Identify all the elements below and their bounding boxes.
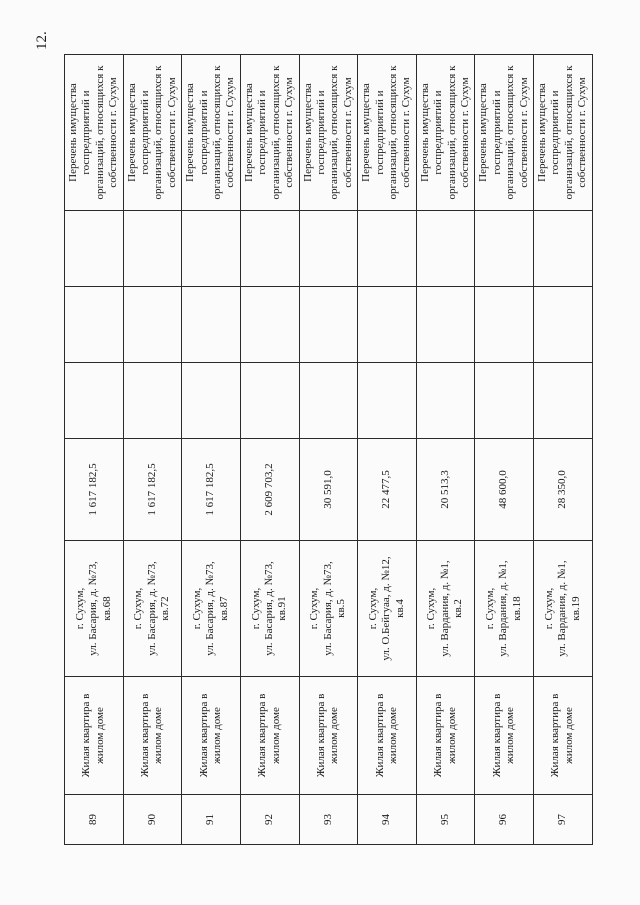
table-body	[65, 55, 593, 845]
desc-line: собственности г. Сухум	[576, 77, 589, 188]
address-line: кв.18	[510, 596, 523, 621]
type-line: Жилая квартира в	[256, 693, 269, 778]
table-row	[299, 55, 358, 845]
empty-cell	[358, 363, 417, 439]
rotated-table-container	[64, 55, 592, 845]
desc-line: организаций, относящихся к	[269, 65, 282, 200]
type-line: Жилая квартира в	[139, 693, 152, 778]
desc-line: Перечень имущества	[184, 83, 197, 182]
value-cell: 48 600,0	[475, 439, 534, 541]
row-number-cell: 97	[534, 795, 593, 845]
desc-line: организаций, относящихся к	[562, 65, 575, 200]
empty-cell	[65, 287, 124, 363]
property-type-cell	[123, 677, 182, 795]
type-line: жилом доме	[504, 707, 517, 764]
desc-line: собственности г. Сухум	[400, 77, 413, 188]
type-line: жилом доме	[93, 707, 106, 764]
type-line: Жилая квартира в	[549, 693, 562, 778]
description-cell	[416, 55, 475, 211]
empty-cell	[358, 287, 417, 363]
value-cell: 1 617 182,5	[123, 439, 182, 541]
address-line: г. Сухум,	[73, 587, 86, 630]
table-row	[182, 55, 241, 845]
row-number-cell: 92	[240, 795, 299, 845]
desc-line: Перечень имущества	[67, 83, 79, 182]
description-cell	[299, 55, 358, 211]
empty-cell	[534, 211, 593, 287]
empty-cell	[475, 287, 534, 363]
table-row	[65, 55, 124, 845]
desc-line: организаций, относящихся к	[504, 65, 517, 200]
address-cell	[534, 541, 593, 677]
desc-line: госпредприятий и	[549, 90, 562, 175]
desc-line: собственности г. Сухум	[517, 77, 530, 188]
table-row	[416, 55, 475, 845]
desc-line: собственности г. Сухум	[458, 77, 471, 188]
description-cell	[358, 55, 417, 211]
property-type-cell	[416, 677, 475, 795]
desc-line: организаций, относящихся к	[93, 65, 106, 200]
empty-cell	[475, 363, 534, 439]
desc-line: организаций, относящихся к	[445, 65, 458, 200]
empty-cell	[475, 211, 534, 287]
type-line: жилом доме	[152, 707, 165, 764]
desc-line: организаций, относящихся к	[328, 65, 341, 200]
row-number-cell: 95	[416, 795, 475, 845]
property-type-cell	[358, 677, 417, 795]
empty-cell	[182, 363, 241, 439]
address-line: ул. Вардания, д. №1,	[556, 560, 569, 657]
address-line: кв.72	[159, 596, 172, 621]
address-line: кв.4	[393, 599, 406, 618]
desc-line: организаций, относящихся к	[386, 65, 399, 200]
table-row	[240, 55, 299, 845]
empty-cell	[416, 211, 475, 287]
address-cell	[475, 541, 534, 677]
desc-line: Перечень имущества	[477, 83, 490, 182]
address-cell	[358, 541, 417, 677]
row-number-cell: 90	[123, 795, 182, 845]
value-cell: 1 617 182,5	[65, 439, 124, 541]
address-line: кв.2	[452, 599, 465, 618]
empty-cell	[123, 287, 182, 363]
empty-cell	[123, 363, 182, 439]
address-line: ул. О.Бейгуаа, д. №12,	[380, 556, 393, 661]
desc-line: госпредприятий и	[256, 90, 269, 175]
value-cell: 2 609 703,2	[240, 439, 299, 541]
address-line: ул. Басария, д. №73,	[145, 561, 158, 656]
desc-line: Перечень имущества	[536, 83, 548, 182]
desc-line: Перечень имущества	[418, 83, 431, 182]
address-line: г. Сухум,	[366, 587, 379, 630]
address-line: кв.5	[335, 599, 348, 618]
type-line: жилом доме	[562, 707, 575, 764]
address-line: ул. Басария, д. №73,	[87, 561, 100, 656]
type-line: Жилая квартира в	[314, 693, 327, 778]
address-line: ул. Вардания, д. №1,	[497, 560, 510, 657]
description-cell	[534, 55, 593, 211]
desc-line: собственности г. Сухум	[341, 77, 354, 188]
value-cell: 1 617 182,5	[182, 439, 241, 541]
row-number-cell: 96	[475, 795, 534, 845]
type-line: жилом доме	[445, 707, 458, 764]
row-number-cell: 93	[299, 795, 358, 845]
desc-line: госпредприятий и	[490, 90, 503, 175]
address-line: г. Сухум,	[190, 587, 203, 630]
address-line: г. Сухум,	[425, 587, 438, 630]
address-line: г. Сухум,	[249, 587, 262, 630]
type-line: Жилая квартира в	[373, 693, 386, 778]
empty-cell	[65, 363, 124, 439]
address-line: г. Сухум,	[484, 587, 497, 630]
description-cell	[65, 55, 124, 211]
property-type-cell	[240, 677, 299, 795]
property-type-cell	[534, 677, 593, 795]
empty-cell	[240, 363, 299, 439]
property-type-cell	[475, 677, 534, 795]
desc-line: госпредприятий и	[80, 90, 93, 175]
address-line: кв.68	[100, 596, 113, 621]
empty-cell	[182, 211, 241, 287]
type-line: жилом доме	[328, 707, 341, 764]
desc-line: собственности г. Сухум	[107, 77, 120, 188]
table-row	[475, 55, 534, 845]
property-type-cell	[65, 677, 124, 795]
address-line: ул. Басария, д. №73,	[262, 561, 275, 656]
property-table	[64, 54, 593, 845]
empty-cell	[240, 287, 299, 363]
empty-cell	[358, 211, 417, 287]
address-cell	[65, 541, 124, 677]
type-line: Жилая квартира в	[432, 693, 445, 778]
desc-line: Перечень имущества	[125, 83, 138, 182]
desc-line: Перечень имущества	[242, 83, 255, 182]
empty-cell	[299, 211, 358, 287]
empty-cell	[182, 287, 241, 363]
empty-cell	[534, 287, 593, 363]
desc-line: госпредприятий и	[432, 90, 445, 175]
page-number: 12.	[34, 31, 50, 50]
desc-line: собственности г. Сухум	[165, 77, 178, 188]
desc-line: Перечень имущества	[360, 83, 373, 182]
table-row	[358, 55, 417, 845]
desc-line: собственности г. Сухум	[283, 77, 296, 188]
empty-cell	[299, 287, 358, 363]
address-line: ул. Басария, д. №73,	[204, 561, 217, 656]
type-line: жилом доме	[386, 707, 399, 764]
row-number-cell: 89	[65, 795, 124, 845]
type-line: Жилая квартира в	[490, 693, 503, 778]
address-cell	[123, 541, 182, 677]
empty-cell	[240, 211, 299, 287]
description-cell	[123, 55, 182, 211]
description-cell	[182, 55, 241, 211]
row-number-cell: 94	[358, 795, 417, 845]
address-cell	[240, 541, 299, 677]
address-line: кв.91	[276, 596, 289, 621]
address-line: г. Сухум,	[308, 587, 321, 630]
address-cell	[299, 541, 358, 677]
address-line: кв.87	[217, 596, 230, 621]
type-line: Жилая квартира в	[80, 693, 93, 778]
table-row	[123, 55, 182, 845]
value-cell: 22 477,5	[358, 439, 417, 541]
type-line: Жилая квартира в	[197, 693, 210, 778]
value-cell: 30 591,0	[299, 439, 358, 541]
address-line: ул. Вардания, д. №1,	[438, 560, 451, 657]
type-line: жилом доме	[211, 707, 224, 764]
empty-cell	[416, 287, 475, 363]
row-number-cell: 91	[182, 795, 241, 845]
desc-line: Перечень имущества	[301, 83, 314, 182]
table-row	[534, 55, 593, 845]
description-cell	[240, 55, 299, 211]
desc-line: госпредприятий и	[197, 90, 210, 175]
desc-line: госпредприятий и	[314, 90, 327, 175]
address-line: г. Сухум,	[542, 587, 555, 630]
description-cell	[475, 55, 534, 211]
desc-line: организаций, относящихся к	[152, 65, 165, 200]
property-type-cell	[299, 677, 358, 795]
empty-cell	[416, 363, 475, 439]
address-cell	[182, 541, 241, 677]
empty-cell	[65, 211, 124, 287]
address-cell	[416, 541, 475, 677]
value-cell: 20 513,3	[416, 439, 475, 541]
desc-line: организаций, относящихся к	[211, 65, 224, 200]
address-line: кв.19	[569, 596, 582, 621]
empty-cell	[123, 211, 182, 287]
empty-cell	[299, 363, 358, 439]
value-cell: 28 350,0	[534, 439, 593, 541]
desc-line: госпредприятий и	[373, 90, 386, 175]
desc-line: госпредприятий и	[139, 90, 152, 175]
property-type-cell	[182, 677, 241, 795]
desc-line: собственности г. Сухум	[224, 77, 237, 188]
address-line: ул. Басария, д. №73,	[321, 561, 334, 656]
empty-cell	[534, 363, 593, 439]
address-line: г. Сухум,	[132, 587, 145, 630]
type-line: жилом доме	[269, 707, 282, 764]
